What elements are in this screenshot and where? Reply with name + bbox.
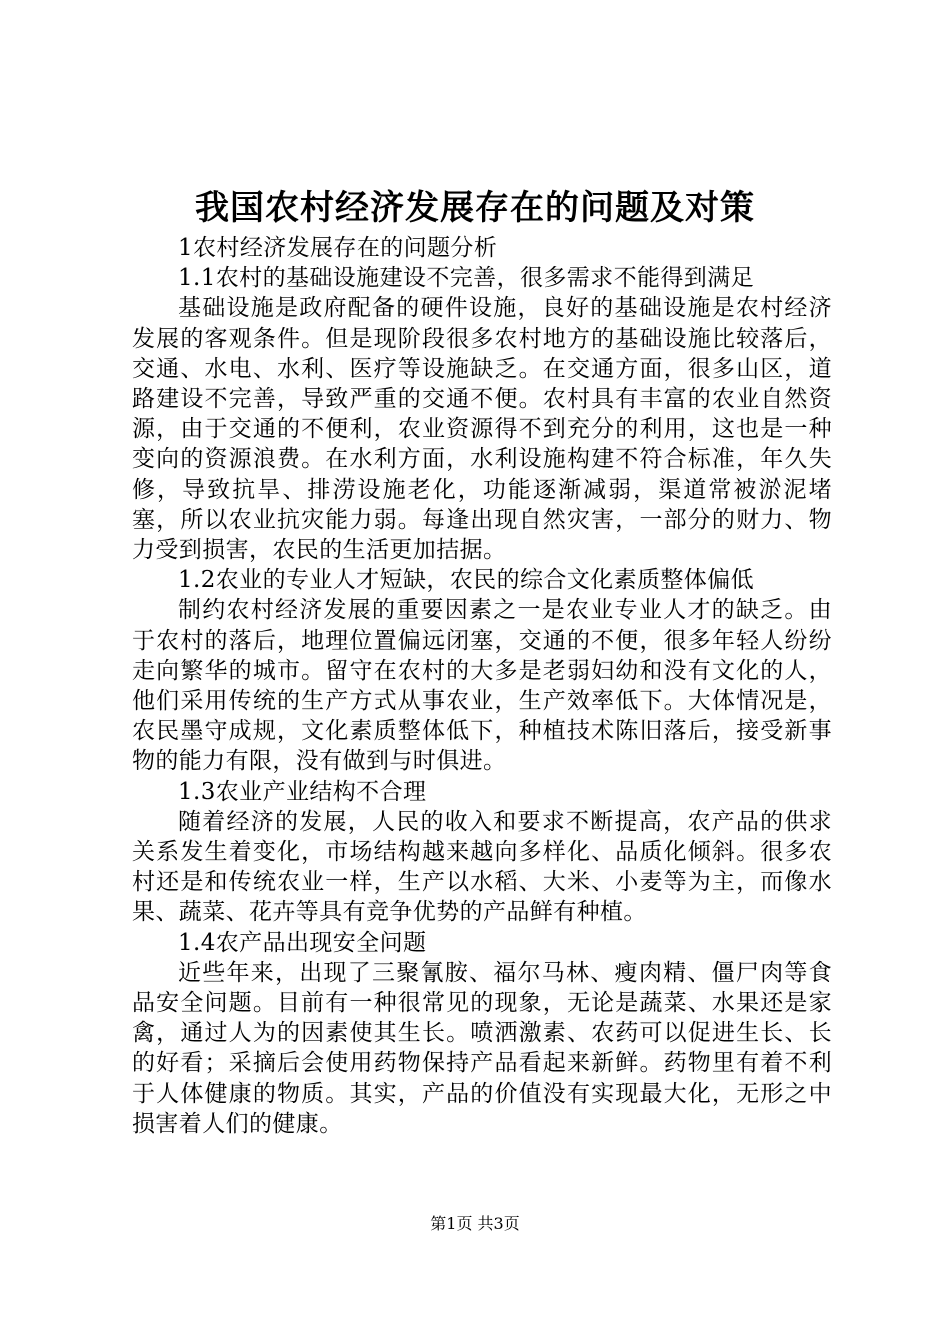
subsection-heading-1-3: 1.3农业产业结构不合理 <box>178 778 427 805</box>
page-title: 我国农村经济发展存在的问题及对策 <box>195 188 755 228</box>
subsection-heading-1-2: 1.2农业的专业人才短缺，农民的综合文化素质整体偏低 <box>178 567 754 594</box>
paragraph-infrastructure: 基础设施是政府配备的硬件设施，良好的基础设施是农村经济发展的客观条件。但是现阶段很多农村地方的基础设施比较落后，交通、水电、水利、医疗等设施缺乏。在交通方面，很多山区，道路建设不完善，导致严重的交通不便。农村具有丰富的农业自然资源，由于交通的不便利，农业资源得不到充分的利用，这也是一种变向的资源浪费。在水利方面，水利设施构建不符合标准，年久失修，导致抗旱、排涝设施老化，功能逐渐减弱，渠道常被淤泥堵塞，所以农业抗灾能力弱。每逢出现自然灾害，一部分的财力、物力受到损害，农民的生活更加拮据。 <box>132 295 832 564</box>
subsection-heading-1-1: 1.1农村的基础设施建设不完善，很多需求不能得到满足 <box>178 265 754 292</box>
section-heading-1: 1农村经济发展存在的问题分析 <box>178 235 498 261</box>
paragraph-talent-shortage: 制约农村经济发展的重要因素之一是农业专业人才的缺乏。由于农村的落后，地理位置偏远闭塞，交通的不便，很多年轻人纷纷走向繁华的城市。留守在农村的大多是老弱妇幼和没有文化的人，他们采用传统的生产方式从事农业，生产效率低下。大体情况是，农民墨守成规，文化素质整体低下，种植技术陈旧落后，接受新事物的能力有限，没有做到与时俱进。 <box>132 597 832 775</box>
page-footer: 第1页 共3页 <box>430 1214 520 1233</box>
subsection-heading-1-4: 1.4农产品出现安全问题 <box>178 929 427 956</box>
paragraph-food-safety: 近些年来，出现了三聚氰胺、福尔马林、瘦肉精、僵尸肉等食品安全问题。目前有一种很常见的现象，无论是蔬菜、水果还是家禽，通过人为的因素使其生长。喷洒激素、农药可以促进生长、长的好看；采摘后会使用药物保持产品看起来新鲜。药物里有着不利于人体健康的物质。其实，产品的价值没有实现最大化，无形之中损害着人们的健康。 <box>132 959 832 1137</box>
document-body <box>132 233 832 1139</box>
paragraph-industry-structure: 随着经济的发展，人民的收入和要求不断提高，农产品的供求关系发生着变化，市场结构越来越向多样化、品质化倾斜。很多农村还是和传统农业一样，生产以水稻、大米、小麦等为主，而像水果、蔬菜、花卉等具有竞争优势的产品鲜有种植。 <box>132 808 832 926</box>
